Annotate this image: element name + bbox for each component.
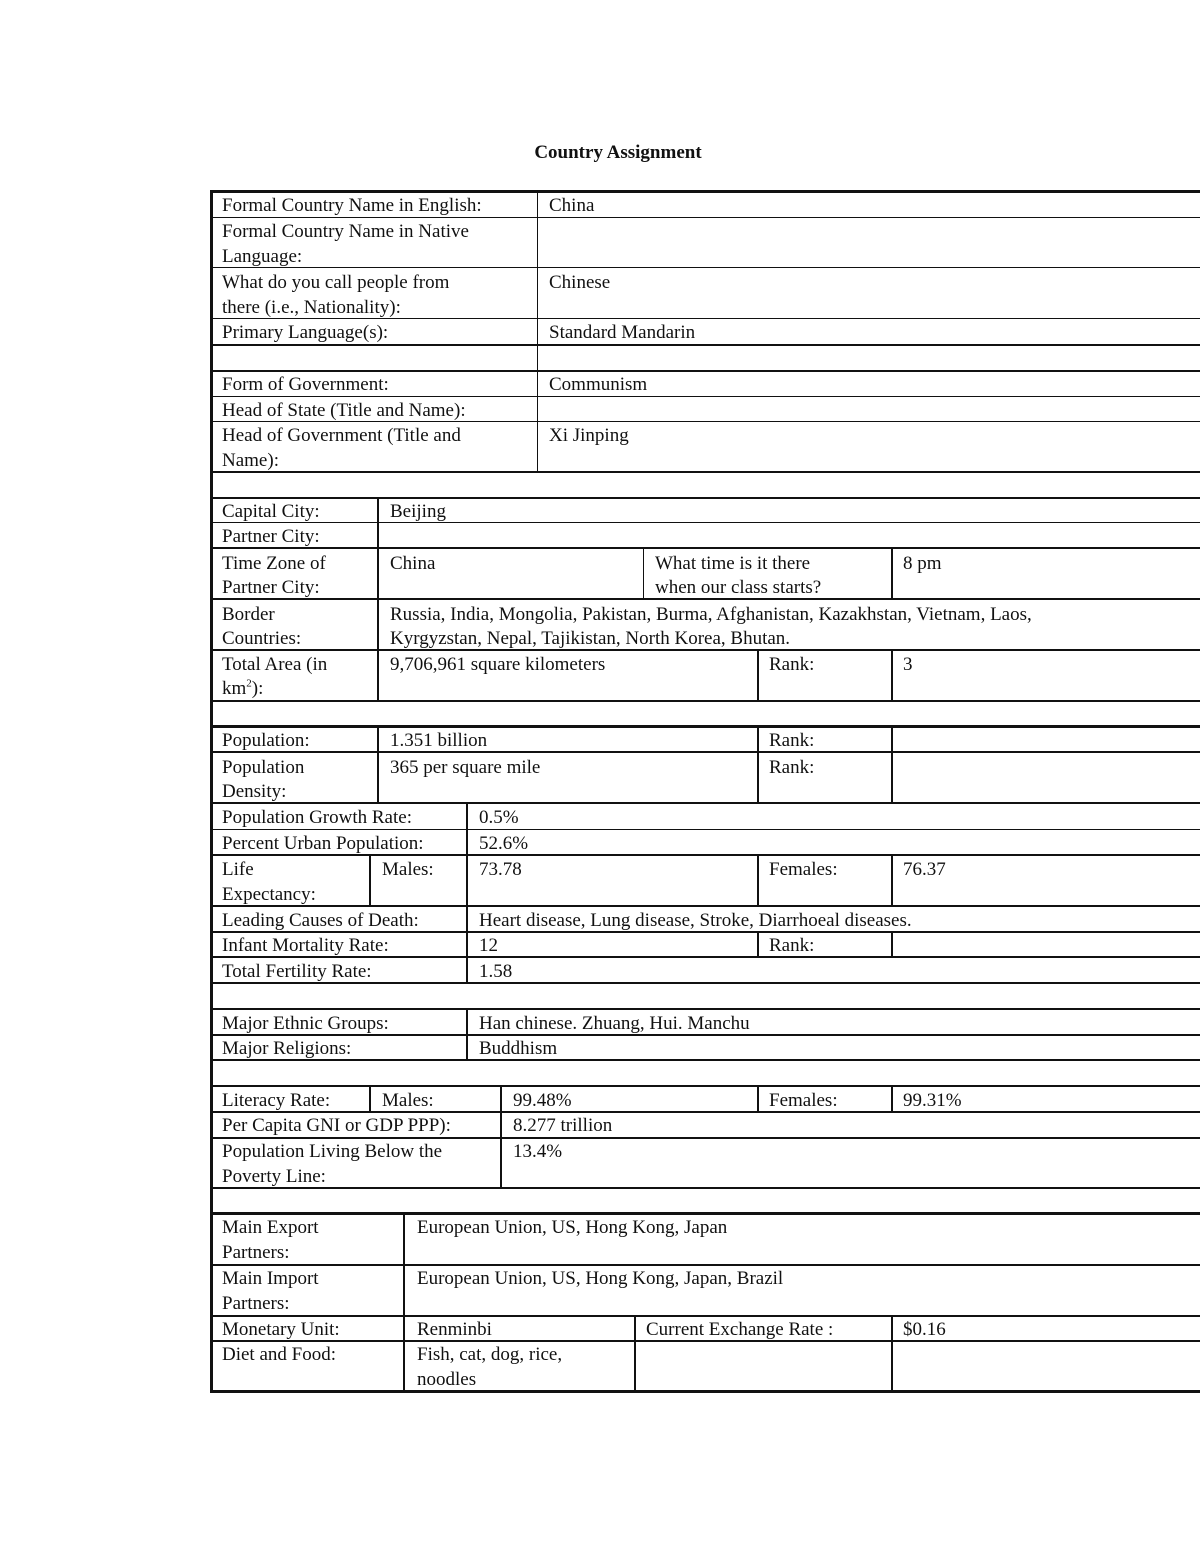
area-value: 9,706,961 square kilometers <box>390 654 606 675</box>
death-causes-value: Heart disease, Lung disease, Stroke, Diarrhoeal diseases. <box>479 910 912 931</box>
nationality-label: What do you call people from <box>222 272 450 293</box>
import-partners-label: Main Import <box>222 1268 319 1289</box>
life-males-label: Males: <box>382 859 434 880</box>
time-there-value: 8 pm <box>903 553 942 574</box>
poverty-value: 13.4% <box>513 1141 563 1162</box>
diet-value-line-1: Fish, cat, dog, rice, <box>417 1344 563 1365</box>
time-there-label: What time is it there <box>655 553 811 574</box>
area-label-2: $km^2$): <box>222 677 264 699</box>
head-of-government-label-2: Name): <box>222 450 279 471</box>
capital-label: Capital City: <box>222 501 320 522</box>
timezone-value: China <box>390 553 436 574</box>
currency-label: Monetary Unit: <box>222 1319 340 1340</box>
formal-name-en-value: China <box>549 195 595 216</box>
density-value: 365 per square mile <box>390 757 541 778</box>
population-label: Population: <box>222 730 310 751</box>
religions-label: Major Religions: <box>222 1038 352 1059</box>
ethnic-groups-value: Han chinese. Zhuang, Hui. Manchu <box>479 1013 750 1034</box>
density-label-2: Density: <box>222 781 287 802</box>
primary-language-label: Primary Language(s): <box>222 322 389 343</box>
export-partners-label: Main Export <box>222 1217 319 1238</box>
head-of-government-label: Head of Government (Title and <box>222 425 461 446</box>
timezone-label-2: Partner City: <box>222 577 320 598</box>
literacy-females-value: 99.31% <box>903 1090 962 1111</box>
poverty-label: Population Living Below the <box>222 1141 443 1162</box>
border-countries-line-2: Kyrgyzstan, Nepal, Tajikistan, North Korea, Bhutan. <box>390 628 791 649</box>
death-causes-label: Leading Causes of Death: <box>222 910 419 931</box>
primary-language-value: Standard Mandarin <box>549 322 696 343</box>
area-rank-label: Rank: <box>769 654 815 675</box>
exchange-rate-label: Current Exchange Rate : <box>646 1319 834 1340</box>
infant-mortality-value: 12 <box>479 935 498 956</box>
growth-value: 0.5% <box>479 807 519 828</box>
currency-value: Renminbi <box>417 1319 492 1340</box>
poverty-label-2: Poverty Line: <box>222 1166 326 1187</box>
diet-value-line-2: noodles <box>417 1369 477 1390</box>
diet-label: Diet and Food: <box>222 1344 336 1365</box>
border-label-2: Countries: <box>222 628 302 649</box>
growth-label: Population Growth Rate: <box>222 807 412 828</box>
gni-value: 8.277 trillion <box>513 1115 613 1136</box>
life-expectancy-label-2: Expectancy: <box>222 884 316 905</box>
density-label: Population <box>222 757 305 778</box>
life-females-value: 76.37 <box>903 859 946 880</box>
page-title: Country Assignment <box>534 142 702 163</box>
government-form-label: Form of Government: <box>222 374 389 395</box>
fertility-label: Total Fertility Rate: <box>222 961 372 982</box>
gni-label: Per Capita GNI or GDP PPP): <box>222 1115 451 1136</box>
head-of-state-label: Head of State (Title and Name): <box>222 400 466 421</box>
infant-rank-label: Rank: <box>769 935 815 956</box>
population-rank-label: Rank: <box>769 730 815 751</box>
export-partners-value: European Union, US, Hong Kong, Japan <box>417 1217 728 1238</box>
life-males-value: 73.78 <box>479 859 522 880</box>
area-label: Total Area (in <box>222 654 328 675</box>
import-partners-label-2: Partners: <box>222 1293 290 1314</box>
formal-name-en-label: Formal Country Name in English: <box>222 195 482 216</box>
literacy-females-label: Females: <box>769 1090 838 1111</box>
formal-name-native-label-2: Language: <box>222 246 303 267</box>
population-value: 1.351 billion <box>390 730 488 751</box>
nationality-value: Chinese <box>549 272 611 293</box>
life-females-label: Females: <box>769 859 838 880</box>
time-there-label-2: when our class starts? <box>655 577 822 598</box>
import-partners-value: European Union, US, Hong Kong, Japan, Brazil <box>417 1268 784 1289</box>
urban-label: Percent Urban Population: <box>222 833 424 854</box>
infant-mortality-label: Infant Mortality Rate: <box>222 935 389 956</box>
border-label: Border <box>222 604 275 625</box>
literacy-males-value: 99.48% <box>513 1090 572 1111</box>
life-expectancy-label: Life <box>222 859 254 880</box>
government-form-value: Communism <box>549 374 648 395</box>
partner-city-label: Partner City: <box>222 526 320 547</box>
ethnic-groups-label: Major Ethnic Groups: <box>222 1013 389 1034</box>
area-rank-value: 3 <box>903 654 913 675</box>
capital-value: Beijing <box>390 501 446 522</box>
urban-value: 52.6% <box>479 833 529 854</box>
literacy-label: Literacy Rate: <box>222 1090 331 1111</box>
timezone-label: Time Zone of <box>222 553 326 574</box>
formal-name-native-label: Formal Country Name in Native <box>222 221 469 242</box>
nationality-label-2: there (i.e., Nationality): <box>222 297 401 318</box>
literacy-males-label: Males: <box>382 1090 434 1111</box>
export-partners-label-2: Partners: <box>222 1242 290 1263</box>
exchange-rate-value: $0.16 <box>903 1319 946 1340</box>
religions-value: Buddhism <box>479 1038 558 1059</box>
head-of-government-value: Xi Jinping <box>549 425 629 446</box>
density-rank-label: Rank: <box>769 757 815 778</box>
border-countries-line-1: Russia, India, Mongolia, Pakistan, Burma, Afghanistan, Kazakhstan, Vietnam, Laos, <box>390 604 1032 625</box>
fertility-value: 1.58 <box>479 961 513 982</box>
